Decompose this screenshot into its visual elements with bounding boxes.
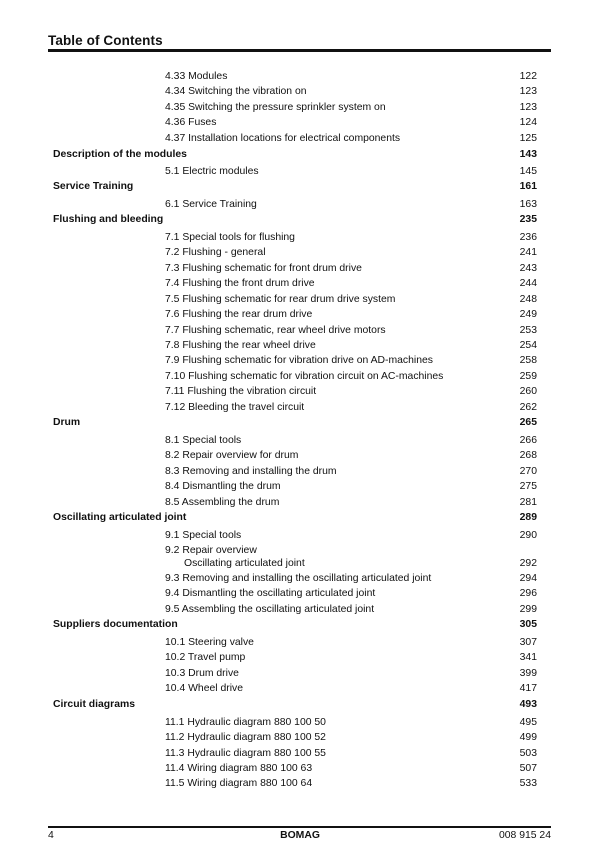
toc-page-number: 294 xyxy=(519,573,537,584)
toc-page-number: 145 xyxy=(519,166,537,177)
toc-entry-title: 8.4 Dismantling the drum xyxy=(165,481,281,492)
toc-page-number: 123 xyxy=(519,86,537,97)
toc-entry-title: 7.8 Flushing the rear wheel drive xyxy=(165,340,316,351)
toc-page-number: 260 xyxy=(519,386,537,397)
toc-entry-title: 7.9 Flushing schematic for vibration drive on AD-machines xyxy=(165,355,433,366)
toc-page-number: 399 xyxy=(519,668,537,679)
toc-entry-title: 7.1 Special tools for flushing xyxy=(165,232,295,243)
toc-page-number: 122 xyxy=(519,71,537,82)
toc-entry-title: 10.4 Wheel drive xyxy=(165,683,243,694)
toc-page-number: 262 xyxy=(519,402,537,413)
toc-page-number: 123 xyxy=(519,102,537,113)
toc-page-number: 236 xyxy=(519,232,537,243)
toc-entry-title: 4.35 Switching the pressure sprinkler system on xyxy=(165,102,386,113)
toc-page-number: 290 xyxy=(519,530,537,541)
toc-page-number: 503 xyxy=(519,748,537,759)
toc-page-number: 417 xyxy=(519,683,537,694)
toc-page-number: 296 xyxy=(519,588,537,599)
toc-entry-title: 10.3 Drum drive xyxy=(165,668,239,679)
toc-entry-title: 11.4 Wiring diagram 880 100 63 xyxy=(165,763,313,774)
toc-entry-title: 7.12 Bleeding the travel circuit xyxy=(165,402,305,413)
toc-entry-title: 4.36 Fuses xyxy=(165,117,217,128)
toc-page-number: 259 xyxy=(519,371,537,382)
toc-page-number: 281 xyxy=(519,497,537,508)
toc-page-number: 243 xyxy=(519,263,537,274)
footer-rule xyxy=(48,826,551,828)
toc-page-number: 495 xyxy=(519,717,537,728)
toc-page-number: 143 xyxy=(519,149,537,160)
footer-page-number: 4 xyxy=(48,830,54,841)
toc-entry-title: 10.2 Travel pump xyxy=(165,652,246,663)
toc-page-number: 268 xyxy=(519,450,537,461)
toc-entry-title: 9.1 Special tools xyxy=(165,530,242,541)
toc-page-number: 499 xyxy=(519,732,537,743)
toc-entry-title: 4.33 Modules xyxy=(165,71,228,82)
toc-section-title: Suppliers documentation xyxy=(53,619,178,630)
toc-page-number: 163 xyxy=(519,199,537,210)
toc-entry-title: 7.7 Flushing schematic, rear wheel drive motors xyxy=(165,325,386,336)
toc-entry-title: 8.5 Assembling the drum xyxy=(165,497,280,508)
toc-entry-title: 4.34 Switching the vibration on xyxy=(165,86,307,97)
toc-page-number: 275 xyxy=(519,481,537,492)
toc-section-title: Flushing and bleeding xyxy=(53,214,164,225)
toc-entry-title: 7.11 Flushing the vibration circuit xyxy=(165,386,317,397)
toc-page-number: 270 xyxy=(519,466,537,477)
toc-page-number: 299 xyxy=(519,604,537,615)
toc-page-number: 253 xyxy=(519,325,537,336)
toc-page-number: 289 xyxy=(519,512,537,523)
toc-page-number: 248 xyxy=(519,294,537,305)
toc-entry-title: 9.4 Dismantling the oscillating articulated joint xyxy=(165,588,376,599)
toc-entry-title: 9.2 Repair overview xyxy=(165,545,257,556)
toc-entry-title: 7.10 Flushing schematic for vibration circuit on AC-machines xyxy=(165,371,444,382)
toc-section-title: Circuit diagrams xyxy=(53,699,135,710)
toc-entry-title: 11.1 Hydraulic diagram 880 100 50 xyxy=(165,717,326,728)
page-title: Table of Contents xyxy=(48,33,163,48)
toc-page-number: 244 xyxy=(519,278,537,289)
toc-entry-title: Oscillating articulated joint xyxy=(184,558,305,569)
toc-entry-title: 11.2 Hydraulic diagram 880 100 52 xyxy=(165,732,326,743)
footer-brand: BOMAG xyxy=(280,830,320,841)
toc-page-number: 254 xyxy=(519,340,537,351)
toc-entry-title: 11.5 Wiring diagram 880 100 64 xyxy=(165,778,313,789)
toc-entry-title: 5.1 Electric modules xyxy=(165,166,259,177)
toc-entry-title: 4.37 Installation locations for electrical components xyxy=(165,133,401,144)
footer-doc-number: 008 915 24 xyxy=(498,830,551,841)
toc-entry-title: 7.3 Flushing schematic for front drum drive xyxy=(165,263,362,274)
toc-entry-title: 9.5 Assembling the oscillating articulated joint xyxy=(165,604,375,615)
toc-entry-title: 11.3 Hydraulic diagram 880 100 55 xyxy=(165,748,326,759)
toc-entry-title: 9.3 Removing and installing the oscillating articulated joint xyxy=(165,573,432,584)
toc-page-number: 493 xyxy=(519,699,537,710)
toc-entry-title: 7.2 Flushing - general xyxy=(165,247,266,258)
toc-section-title: Drum xyxy=(53,417,81,428)
toc-page-number: 124 xyxy=(519,117,537,128)
toc-entry-title: 8.3 Removing and installing the drum xyxy=(165,466,337,477)
toc-page-number: 258 xyxy=(519,355,537,366)
toc-page-number: 305 xyxy=(519,619,537,630)
toc-entry-title: 8.1 Special tools xyxy=(165,435,242,446)
toc-page-number: 266 xyxy=(519,435,537,446)
toc-page-number: 341 xyxy=(519,652,537,663)
toc-page-number: 507 xyxy=(519,763,537,774)
toc-section-title: Oscillating articulated joint xyxy=(53,512,187,523)
toc-entry-title: 7.4 Flushing the front drum drive xyxy=(165,278,315,289)
toc-entry-title: 10.1 Steering valve xyxy=(165,637,254,648)
toc-page-number: 292 xyxy=(519,558,537,569)
toc-page-number: 161 xyxy=(519,181,537,192)
toc-page-number: 265 xyxy=(519,417,537,428)
toc-section-title: Description of the modules xyxy=(53,149,187,160)
toc-entry-title: 8.2 Repair overview for drum xyxy=(165,450,299,461)
toc-page-number: 249 xyxy=(519,309,537,320)
toc-page-number: 533 xyxy=(519,778,537,789)
toc-page-number: 241 xyxy=(519,247,537,258)
toc-entry-title: 7.6 Flushing the rear drum drive xyxy=(165,309,313,320)
toc-entry-title: 6.1 Service Training xyxy=(165,199,257,210)
toc-entry-title: 7.5 Flushing schematic for rear drum drive system xyxy=(165,294,396,305)
toc-page-number: 235 xyxy=(519,214,537,225)
toc-page-number: 125 xyxy=(519,133,537,144)
toc-page-number: 307 xyxy=(519,637,537,648)
toc-section-title: Service Training xyxy=(53,181,134,192)
